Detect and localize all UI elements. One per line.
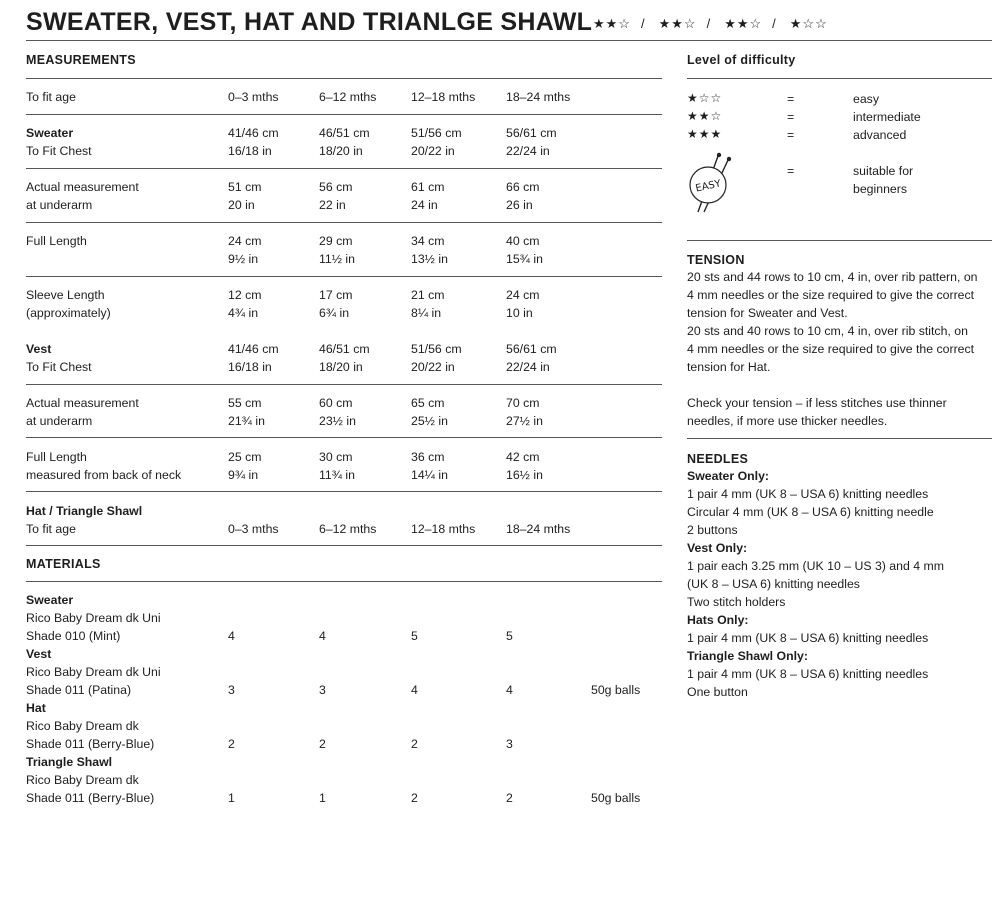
difficulty-heading: Level of difficulty <box>687 53 796 67</box>
material-unit: 50g balls <box>591 683 641 697</box>
cell-imperial: 10 in <box>506 306 533 320</box>
row-rule <box>26 491 662 492</box>
material-yarn: Rico Baby Dream dk <box>26 773 139 787</box>
cell-imperial: 8¼ in <box>411 306 442 320</box>
tension-line: needles, if more use thicker needles. <box>687 414 888 428</box>
tension-line: Check your tension – if less stitches use thinner <box>687 396 947 410</box>
cell-imperial: 6–12 mths <box>319 522 377 536</box>
row-rule <box>26 276 662 277</box>
material-shade: Shade 010 (Mint) <box>26 629 121 643</box>
materials-heading: MATERIALS <box>26 557 101 571</box>
cell-imperial: 22/24 in <box>506 144 550 158</box>
cell-metric: 12 cm <box>228 288 262 302</box>
material-yarn: Rico Baby Dream dk Uni <box>26 611 161 625</box>
easy-badge <box>684 150 736 216</box>
material-shade: Shade 011 (Berry-Blue) <box>26 737 155 751</box>
cell-metric: 21 cm <box>411 288 445 302</box>
rating-vest: ★★☆ <box>658 16 697 31</box>
needles-line: (UK 8 – USA 6) knitting needles <box>687 577 860 591</box>
material-quantity: 2 <box>228 737 235 751</box>
tension-line: 4 mm needles or the size required to give the correct <box>687 342 975 356</box>
row-rule <box>26 222 662 223</box>
material-quantity: 3 <box>228 683 235 697</box>
rating-separator: / <box>772 16 776 31</box>
difficulty-equals: = <box>787 110 795 124</box>
material-name: Hat <box>26 701 46 715</box>
material-yarn: Rico Baby Dream dk Uni <box>26 665 161 679</box>
difficulty-stars: ★★★ <box>687 127 723 141</box>
title-ratings <box>593 16 828 32</box>
cell-imperial: 18–24 mths <box>506 522 571 536</box>
section-rule <box>26 581 662 582</box>
row-label: Actual measurement <box>26 396 139 410</box>
cell-metric: 12–18 mths <box>411 90 476 104</box>
cell-metric: 42 cm <box>506 450 540 464</box>
row-rule <box>26 437 662 438</box>
badge-label-line2: beginners <box>853 182 908 196</box>
material-quantity: 3 <box>506 737 513 751</box>
material-quantity: 2 <box>411 791 418 805</box>
cell-imperial: 25½ in <box>411 414 448 428</box>
rating-sweater: ★★☆ <box>593 16 631 31</box>
cell-imperial: 12–18 mths <box>411 522 476 536</box>
cell-metric: 60 cm <box>319 396 353 410</box>
rating-shawl: ★☆☆ <box>789 16 828 31</box>
rating-separator: / <box>640 16 645 31</box>
material-name: Sweater <box>26 593 74 607</box>
cell-imperial: 16½ in <box>506 468 543 482</box>
needles-line: One button <box>687 685 748 699</box>
needles-subheading: Hats Only: <box>687 613 749 627</box>
cell-imperial: 21¾ in <box>228 414 265 428</box>
needles-subheading: Triangle Shawl Only: <box>687 649 808 663</box>
material-unit: 50g balls <box>591 791 641 805</box>
needles-line: Two stitch holders <box>687 595 786 609</box>
cell-imperial: 6¾ in <box>319 306 350 320</box>
cell-metric: 17 cm <box>319 288 353 302</box>
cell-metric: 29 cm <box>319 234 353 248</box>
needles-line: 1 pair 4 mm (UK 8 – USA 6) knitting needles <box>687 667 929 681</box>
cell-metric: 51/56 cm <box>411 342 462 356</box>
badge-label-line1: suitable for <box>853 164 914 178</box>
tension-line: 20 sts and 40 rows to 10 cm, 4 in, over rib stitch, on <box>687 324 968 338</box>
row-sublabel: To fit age <box>26 522 76 536</box>
row-rule <box>26 114 662 115</box>
cell-imperial: 24 in <box>411 198 438 212</box>
cell-imperial: 0–3 mths <box>228 522 279 536</box>
difficulty-label: advanced <box>853 128 907 142</box>
rating-separator: / <box>706 16 711 31</box>
row-rule <box>26 384 662 385</box>
cell-imperial: 11¾ in <box>319 468 356 482</box>
cell-metric: 56/61 cm <box>506 342 557 356</box>
needles-subheading: Sweater Only: <box>687 469 770 483</box>
material-quantity: 2 <box>411 737 418 751</box>
needles-subheading: Vest Only: <box>687 541 748 555</box>
row-rule <box>26 168 662 169</box>
cell-metric: 46/51 cm <box>319 126 370 140</box>
row-label: Vest <box>26 342 52 356</box>
row-label: Full Length <box>26 234 87 248</box>
cell-metric: 36 cm <box>411 450 445 464</box>
material-name: Vest <box>26 647 52 661</box>
material-shade: Shade 011 (Patina) <box>26 683 132 697</box>
cell-imperial: 22/24 in <box>506 360 550 374</box>
row-label: To fit age <box>26 90 76 104</box>
section-rule <box>687 438 992 439</box>
material-quantity: 4 <box>411 683 418 697</box>
cell-imperial: 16/18 in <box>228 144 272 158</box>
material-quantity: 2 <box>319 737 326 751</box>
cell-metric: 6–12 mths <box>319 90 377 104</box>
cell-metric: 25 cm <box>228 450 262 464</box>
cell-metric: 65 cm <box>411 396 445 410</box>
difficulty-stars: ★★☆ <box>687 109 723 123</box>
row-label: Actual measurement <box>26 180 139 194</box>
cell-imperial: 4¾ in <box>228 306 259 320</box>
page-title: SWEATER, VEST, HAT AND TRIANLGE SHAWL <box>26 8 593 36</box>
cell-imperial: 20/22 in <box>411 144 455 158</box>
cell-metric: 34 cm <box>411 234 445 248</box>
cell-metric: 0–3 mths <box>228 90 279 104</box>
difficulty-label: intermediate <box>853 110 921 124</box>
badge-equals: = <box>787 164 795 178</box>
cell-metric: 56/61 cm <box>506 126 557 140</box>
cell-imperial: 27½ in <box>506 414 543 428</box>
cell-metric: 40 cm <box>506 234 540 248</box>
material-quantity: 5 <box>506 629 513 643</box>
material-quantity: 4 <box>228 629 235 643</box>
tension-line: tension for Sweater and Vest. <box>687 306 848 320</box>
needles-heading: NEEDLES <box>687 452 749 466</box>
cell-imperial: 11½ in <box>319 252 356 266</box>
cell-imperial: 14¼ in <box>411 468 448 482</box>
needles-line: 1 pair 4 mm (UK 8 – USA 6) knitting needles <box>687 487 929 501</box>
cell-metric: 66 cm <box>506 180 540 194</box>
section-rule <box>687 240 992 241</box>
needles-line: 2 buttons <box>687 523 738 537</box>
measurements-heading: MEASUREMENTS <box>26 53 136 67</box>
cell-imperial: 23½ in <box>319 414 356 428</box>
cell-metric: 18–24 mths <box>506 90 571 104</box>
row-label: Hat / Triangle Shawl <box>26 504 143 518</box>
cell-imperial: 18/20 in <box>319 360 363 374</box>
difficulty-equals: = <box>787 92 795 106</box>
easy-badge-text: EASY <box>694 178 722 195</box>
cell-metric: 61 cm <box>411 180 445 194</box>
cell-imperial: 13½ in <box>411 252 448 266</box>
material-quantity: 1 <box>319 791 326 805</box>
difficulty-stars: ★☆☆ <box>687 91 723 105</box>
material-yarn: Rico Baby Dream dk <box>26 719 139 733</box>
cell-imperial: 22 in <box>319 198 346 212</box>
material-quantity: 5 <box>411 629 418 643</box>
row-sublabel: measured from back of neck <box>26 468 182 482</box>
material-quantity: 1 <box>228 791 235 805</box>
cell-metric: 51 cm <box>228 180 262 194</box>
cell-metric: 55 cm <box>228 396 262 410</box>
row-rule <box>26 545 662 546</box>
cell-metric: 70 cm <box>506 396 540 410</box>
section-rule <box>687 78 992 79</box>
cell-metric: 41/46 cm <box>228 126 279 140</box>
material-quantity: 3 <box>319 683 326 697</box>
material-name: Triangle Shawl <box>26 755 113 769</box>
cell-imperial: 15¾ in <box>506 252 543 266</box>
cell-imperial: 16/18 in <box>228 360 272 374</box>
row-sublabel: at underarm <box>26 414 93 428</box>
cell-metric: 24 cm <box>506 288 540 302</box>
row-sublabel: (approximately) <box>26 306 111 320</box>
material-quantity: 4 <box>319 629 326 643</box>
cell-metric: 56 cm <box>319 180 353 194</box>
material-shade: Shade 011 (Berry-Blue) <box>26 791 155 805</box>
tension-heading: TENSION <box>687 253 745 267</box>
tension-line: 20 sts and 44 rows to 10 cm, 4 in, over rib pattern, on <box>687 270 978 284</box>
needles-line: 1 pair 4 mm (UK 8 – USA 6) knitting needles <box>687 631 929 645</box>
row-sublabel: at underarm <box>26 198 93 212</box>
needles-line: Circular 4 mm (UK 8 – USA 6) knitting needle <box>687 505 934 519</box>
material-quantity: 4 <box>506 683 513 697</box>
cell-imperial: 20 in <box>228 198 255 212</box>
needles-line: 1 pair each 3.25 mm (UK 10 – US 3) and 4 mm <box>687 559 944 573</box>
title-rule <box>26 40 992 41</box>
row-label: Full Length <box>26 450 87 464</box>
cell-imperial: 9¾ in <box>228 468 259 482</box>
row-sublabel: To Fit Chest <box>26 360 92 374</box>
knitting-needles-icon <box>684 150 736 216</box>
tension-line: tension for Hat. <box>687 360 771 374</box>
material-quantity: 2 <box>506 791 513 805</box>
cell-metric: 30 cm <box>319 450 353 464</box>
cell-imperial: 18/20 in <box>319 144 363 158</box>
cell-imperial: 20/22 in <box>411 360 455 374</box>
cell-metric: 41/46 cm <box>228 342 279 356</box>
cell-metric: 46/51 cm <box>319 342 370 356</box>
section-rule <box>26 78 662 79</box>
cell-metric: 24 cm <box>228 234 262 248</box>
difficulty-label: easy <box>853 92 879 106</box>
tension-line: 4 mm needles or the size required to give the correct <box>687 288 975 302</box>
row-sublabel: To Fit Chest <box>26 144 92 158</box>
cell-imperial: 26 in <box>506 198 533 212</box>
cell-imperial: 9½ in <box>228 252 259 266</box>
rating-hat: ★★☆ <box>724 16 763 31</box>
row-label: Sleeve Length <box>26 288 105 302</box>
cell-metric: 51/56 cm <box>411 126 462 140</box>
row-label: Sweater <box>26 126 74 140</box>
difficulty-equals: = <box>787 128 795 142</box>
